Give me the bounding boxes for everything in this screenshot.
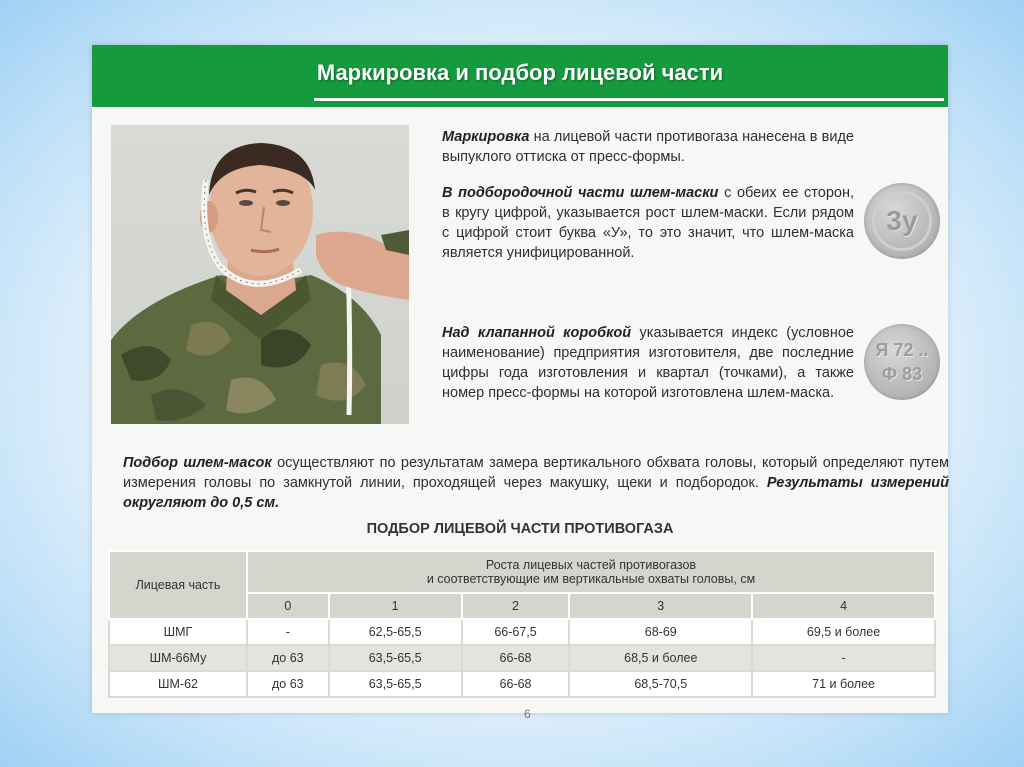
table-title: ПОДБОР ЛИЦЕВОЙ ЧАСТИ ПРОТИВОГАЗА bbox=[366, 521, 674, 537]
table-cell-name: ШМ-62 bbox=[109, 671, 247, 697]
paragraph-chin-part bbox=[442, 183, 854, 263]
table-cell: 66-67,5 bbox=[462, 619, 570, 645]
index-stamp-line1: Я 72 .. bbox=[875, 340, 929, 360]
paragraph-selection bbox=[123, 453, 949, 513]
soldier-photo bbox=[111, 125, 409, 424]
size-stamp-label: 3у bbox=[872, 191, 932, 251]
table-size-1: 1 bbox=[329, 593, 462, 619]
table-cell: 66-68 bbox=[462, 645, 570, 671]
table-size-2: 2 bbox=[462, 593, 570, 619]
table-header-group-line2: и соответствующие им вертикальные охваты головы, см bbox=[426, 572, 756, 586]
table-cell: 68,5 и более bbox=[569, 645, 752, 671]
index-stamp-badge bbox=[864, 324, 940, 400]
paragraph-selection-lead: Подбор шлем-масок bbox=[123, 455, 272, 471]
table-size-4: 4 bbox=[752, 593, 935, 619]
page-number: 6 bbox=[524, 707, 531, 721]
table-cell: - bbox=[247, 619, 329, 645]
face-piece-table bbox=[108, 550, 936, 698]
paragraph-valve-box-text: указывается индекс (условное наименование) предприятия изготовителя, две последние цифры года изготовления и квартал (точками), а также номер пресс-формы на которой изготовлена шлем-маска. bbox=[442, 325, 854, 401]
paragraph-valve-box bbox=[442, 323, 854, 403]
table-cell: 68,5-70,5 bbox=[569, 671, 752, 697]
slide-title: Маркировка и подбор лицевой части bbox=[316, 60, 724, 85]
table-cell-name: ШМГ bbox=[109, 619, 247, 645]
table-cell: 68-69 bbox=[569, 619, 752, 645]
table-cell: 69,5 и более bbox=[752, 619, 935, 645]
table-header-face-part: Лицевая часть bbox=[109, 551, 247, 619]
table-cell: 66-68 bbox=[462, 671, 570, 697]
table-size-3: 3 bbox=[569, 593, 752, 619]
paragraph-chin-part-lead: В подбородочной части шлем-маски bbox=[442, 185, 719, 201]
paragraph-selection-text: осуществляют по результатам замера вертикального обхвата головы, который определяют путем измерения головы по замкнутой линии, проходящей через макушку, щеки и подбородок. bbox=[123, 455, 949, 491]
table-cell: - bbox=[752, 645, 935, 671]
table-cell: до 63 bbox=[247, 645, 329, 671]
size-stamp-badge bbox=[864, 183, 940, 259]
table-header-row bbox=[109, 551, 935, 593]
table-header-group-line1: Роста лицевых частей противогазов bbox=[485, 558, 697, 572]
table-size-0: 0 bbox=[247, 593, 329, 619]
table-cell: 63,5-65,5 bbox=[329, 671, 462, 697]
paragraph-valve-box-lead: Над клапанной коробкой bbox=[442, 325, 632, 341]
table-cell: 62,5-65,5 bbox=[329, 619, 462, 645]
index-stamp-line2: Ф 83 bbox=[881, 364, 923, 384]
table-header-group bbox=[247, 551, 935, 593]
paragraph-selection-tail: Результаты измерений округляют до 0,5 см. bbox=[123, 475, 949, 511]
table-cell-name: ШМ-66Му bbox=[109, 645, 247, 671]
paragraph-marking-lead: Маркировка bbox=[442, 129, 530, 145]
table-cell: до 63 bbox=[247, 671, 329, 697]
paragraph-marking bbox=[442, 127, 854, 167]
table-row bbox=[109, 671, 935, 697]
paragraph-marking-text: на лицевой части противогаза нанесена в виде выпуклого оттиска от пресс-формы. bbox=[442, 129, 854, 165]
soldier-illustration bbox=[111, 125, 409, 424]
table-cell: 71 и более bbox=[752, 671, 935, 697]
paragraph-chin-part-text: с обеих ее сторон, в кругу цифрой, указывается рост шлем-маски. Если рядом с цифрой стоит буква «У», то это значит, что шлем-маска является унифицированной. bbox=[442, 185, 854, 261]
table-cell: 63,5-65,5 bbox=[329, 645, 462, 671]
slide bbox=[92, 45, 948, 713]
table-row bbox=[109, 645, 935, 671]
title-underline bbox=[314, 98, 944, 101]
title-bar bbox=[92, 45, 948, 107]
table-row bbox=[109, 619, 935, 645]
